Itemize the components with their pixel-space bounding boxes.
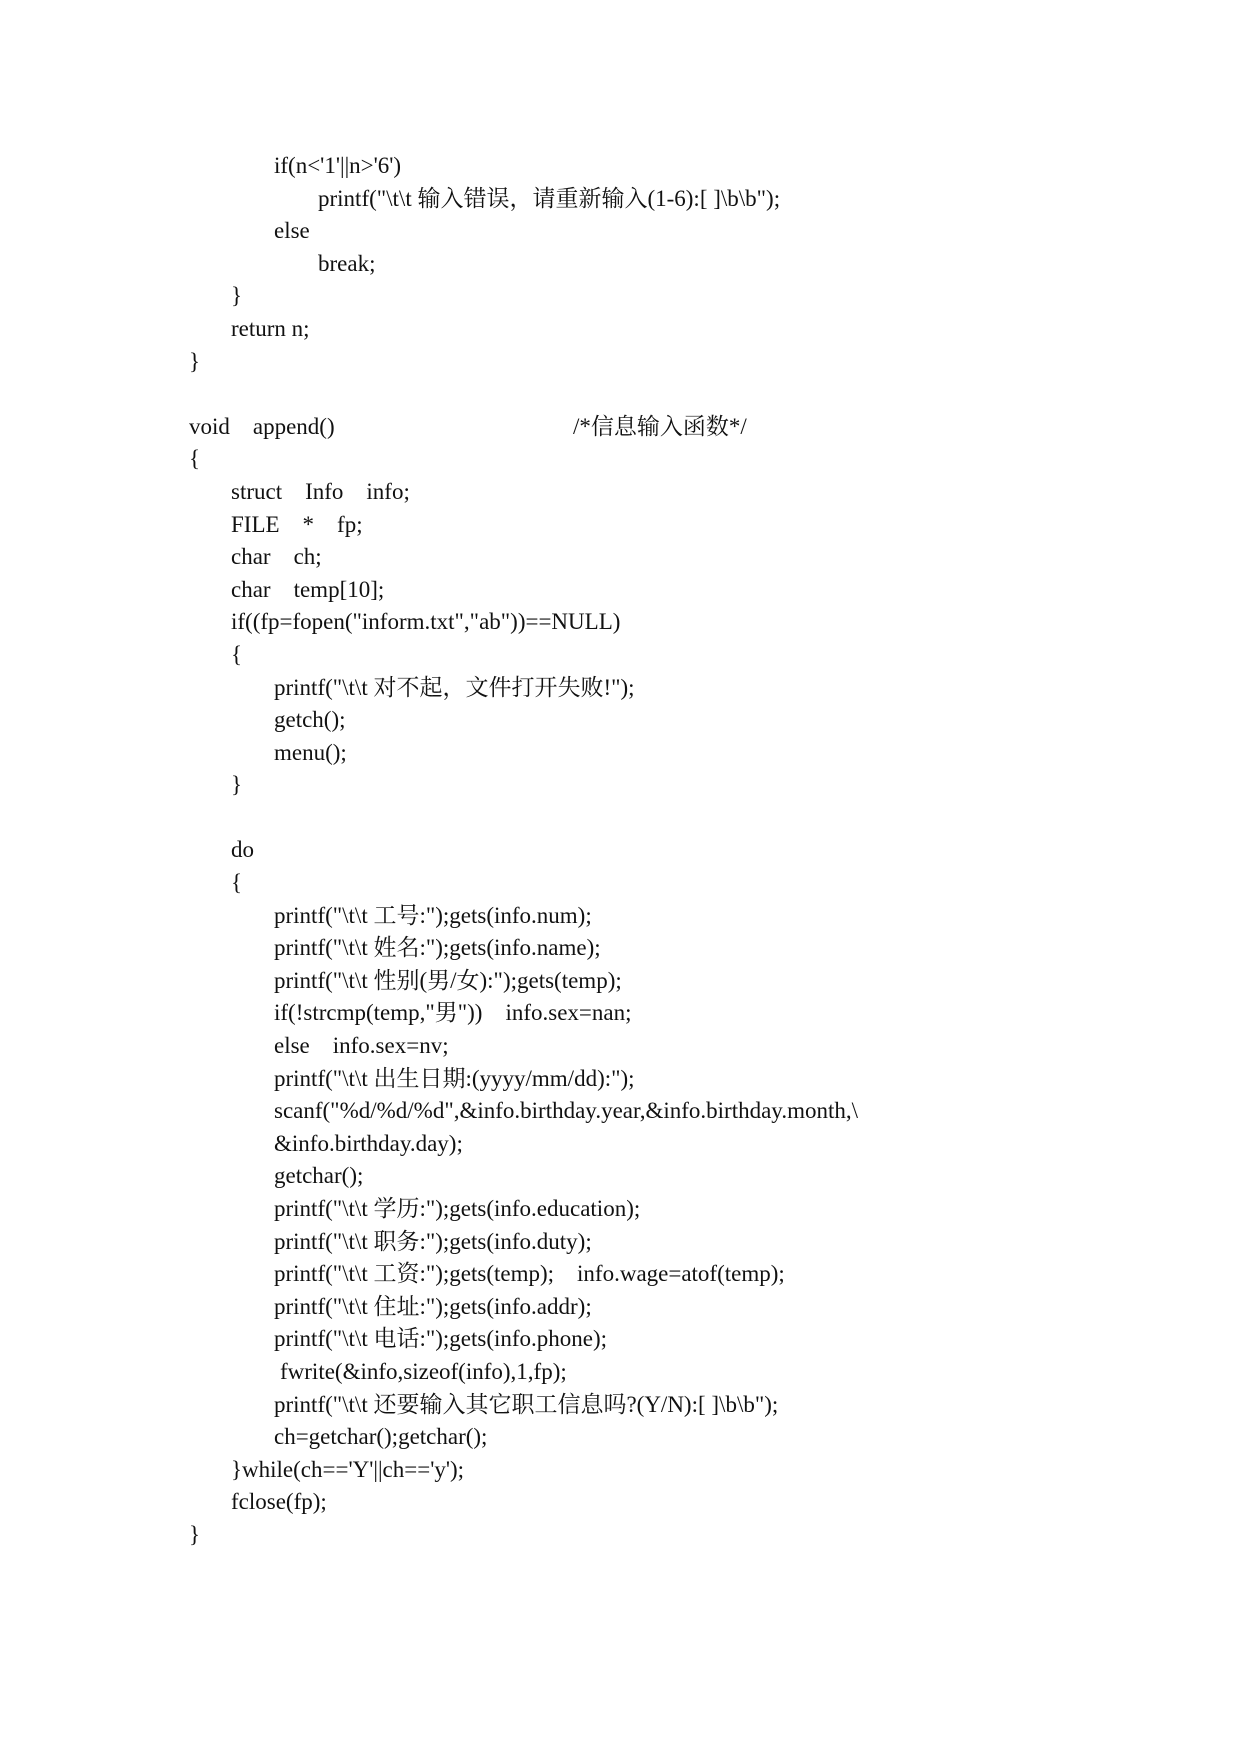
code-text: return n; — [231, 315, 310, 341]
code-text: printf("\t\t 职务:");gets(info.duty); — [274, 1228, 592, 1254]
code-text: do — [231, 837, 254, 863]
code-text: if(n<'1'||n>'6') — [274, 153, 402, 178]
code-text: printf("\t\t 电话:");gets(info.phone); — [274, 1326, 608, 1352]
code-line — [0, 1160, 1241, 1193]
code-text: printf("\t\t 输入错误，请重新输入(1-6):[ ]\b\b"); — [318, 185, 781, 211]
code-text: } — [231, 772, 243, 798]
code-line — [0, 150, 1241, 183]
code-line — [0, 1356, 1241, 1389]
code-text: else info.sex=nv; — [274, 1033, 449, 1059]
code-line — [0, 1193, 1241, 1226]
code-line — [0, 1389, 1241, 1422]
code-line — [0, 606, 1241, 639]
code-text: }while(ch=='Y'||ch=='y'); — [231, 1456, 465, 1482]
code-text: &info.birthday.day); — [274, 1130, 463, 1156]
code-line — [0, 1258, 1241, 1291]
code-line — [0, 834, 1241, 867]
code-text: } — [189, 348, 201, 374]
code-text: printf("\t\t 住址:");gets(info.addr); — [274, 1293, 592, 1319]
code-text: FILE * fp; — [231, 511, 363, 537]
code-text: printf("\t\t 性别(男/女):");gets(temp); — [274, 967, 622, 993]
code-line — [0, 248, 1241, 281]
function-signature: void append() — [189, 413, 335, 439]
blank-line — [0, 378, 1241, 411]
code-text: menu(); — [274, 739, 347, 765]
code-line — [0, 932, 1241, 965]
code-text: { — [231, 870, 243, 896]
code-text: char ch; — [231, 544, 322, 570]
code-line — [0, 1486, 1241, 1519]
code-line — [0, 1323, 1241, 1356]
code-text: printf("\t\t 还要输入其它职工信息吗?(Y/N):[ ]\b\b"); — [274, 1391, 779, 1417]
code-text: ch=getchar();getchar(); — [274, 1424, 488, 1450]
code-text: printf("\t\t 工资:");gets(temp); info.wage=atof(temp); — [274, 1261, 785, 1287]
code-line — [0, 997, 1241, 1030]
code-line — [0, 965, 1241, 998]
code-text: printf("\t\t 对不起，文件打开失败!"); — [274, 674, 635, 700]
code-line — [0, 1519, 1241, 1552]
code-line — [0, 1030, 1241, 1063]
code-line — [0, 867, 1241, 900]
code-line — [0, 900, 1241, 933]
code-line — [0, 737, 1241, 770]
code-text: struct Info info; — [231, 478, 410, 504]
code-text: scanf("%d/%d/%d",&info.birthday.year,&info.birthday.month,\ — [274, 1098, 858, 1124]
code-line — [0, 443, 1241, 476]
code-line — [0, 183, 1241, 216]
code-text: printf("\t\t 姓名:");gets(info.name); — [274, 935, 601, 961]
code-text: { — [231, 641, 243, 667]
code-text: getch(); — [274, 707, 346, 733]
code-text: else — [274, 218, 310, 244]
code-line — [0, 411, 1241, 444]
code-comment: /*信息输入函数*/ — [573, 413, 747, 439]
code-line — [0, 574, 1241, 607]
code-text: if(!strcmp(temp,"男")) info.sex=nan; — [274, 1000, 632, 1026]
code-line — [0, 509, 1241, 542]
code-line — [0, 1421, 1241, 1454]
code-line — [0, 769, 1241, 802]
code-line — [0, 704, 1241, 737]
code-block — [0, 150, 1241, 1552]
code-line — [0, 672, 1241, 705]
code-line — [0, 1128, 1241, 1161]
code-line — [0, 1291, 1241, 1324]
code-line — [0, 313, 1241, 346]
code-text: break; — [318, 250, 376, 276]
code-line — [0, 1063, 1241, 1096]
code-line — [0, 1226, 1241, 1259]
code-line — [0, 280, 1241, 313]
code-text: fclose(fp); — [231, 1489, 327, 1515]
code-text: } — [189, 1521, 201, 1547]
code-text: printf("\t\t 工号:");gets(info.num); — [274, 902, 592, 928]
code-text: printf("\t\t 出生日期:(yyyy/mm/dd):"); — [274, 1065, 635, 1091]
code-text: printf("\t\t 学历:");gets(info.education); — [274, 1196, 641, 1221]
code-line — [0, 476, 1241, 509]
code-text: char temp[10]; — [231, 576, 385, 602]
code-text: } — [231, 283, 243, 309]
code-text: { — [189, 446, 201, 472]
code-line — [0, 215, 1241, 248]
code-line — [0, 1454, 1241, 1487]
code-text: getchar(); — [274, 1163, 364, 1189]
code-text: if((fp=fopen("inform.txt","ab"))==NULL) — [231, 609, 621, 635]
code-line — [0, 346, 1241, 379]
code-line — [0, 639, 1241, 672]
code-text: fwrite(&info,sizeof(info),1,fp); — [280, 1358, 567, 1384]
code-line — [0, 1095, 1241, 1128]
code-line — [0, 541, 1241, 574]
blank-line — [0, 802, 1241, 835]
